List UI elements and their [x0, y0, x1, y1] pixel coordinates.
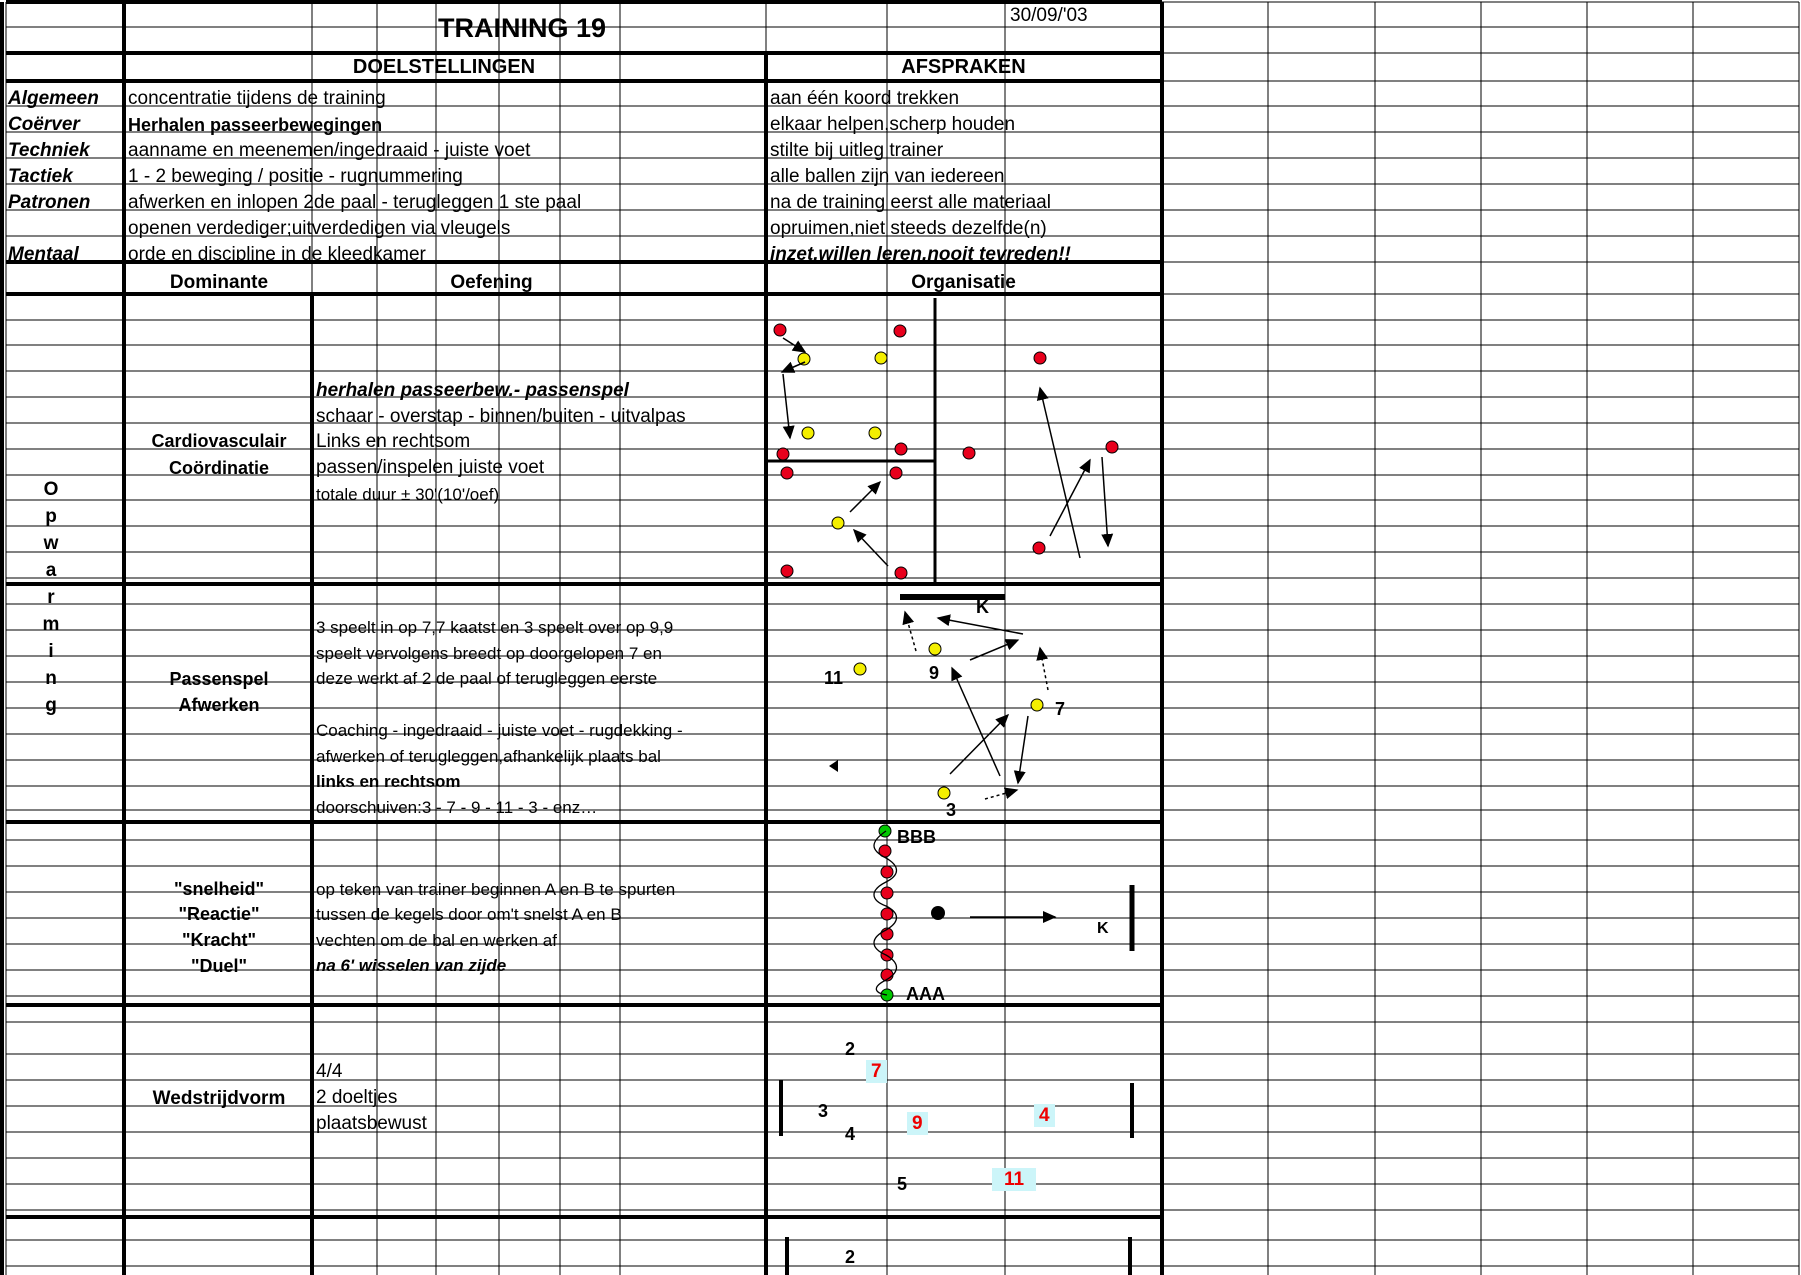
diagram-label: 3 [946, 800, 957, 820]
objective-label: Patronen [8, 192, 91, 213]
diagram-label: 11 [824, 668, 844, 688]
objective-afspraak: aan één koord trekken [770, 88, 960, 109]
diagram-label: 2 [845, 1039, 856, 1059]
dominante-text: Coördinatie [168, 458, 269, 478]
dominante-text: "Reactie" [178, 904, 260, 924]
exercise-line: 3 speelt in op 7,7 kaatst en 3 speelt over op 9,9 [316, 618, 674, 637]
red-player-icon [1106, 441, 1118, 453]
objective-doel: afwerken en inlopen 2de paal - terugleggen 1 ste paal [128, 192, 582, 213]
arrow [938, 618, 1023, 634]
yellow-player-icon [929, 643, 941, 655]
objective-doel: concentratie tijdens de training [128, 88, 386, 109]
red-player-icon [963, 447, 975, 459]
exercise-line: op teken van trainer beginnen A en B te spurten [316, 880, 676, 899]
diagram-label-red: 9 [907, 1112, 928, 1135]
arrow [950, 715, 1008, 774]
objective-doel: orde en discipline in de kleedkamer [128, 244, 426, 265]
exercise-line: 4/4 [316, 1061, 343, 1082]
diagram-label: 2 [845, 1247, 856, 1267]
yellow-player-icon [875, 352, 887, 364]
exercise-line: passen/inspelen juiste voet [316, 457, 545, 478]
diagram-label: BBB [897, 827, 936, 847]
vertical-letter: r [47, 587, 55, 608]
dominante-text: Passenspel [169, 669, 269, 689]
exercise-line: speelt vervolgens breedt op doorgelopen 7 en [316, 644, 662, 663]
exercise-line: vechten om de bal en werken af [316, 931, 557, 950]
objective-afspraak: na de training eerst alle materiaal [770, 192, 1051, 213]
objective-doel: Herhalen passeerbewegingen [128, 115, 383, 135]
dominante-text: "Duel" [190, 956, 248, 976]
red-player-icon [774, 324, 786, 336]
exercise-line: doorschuiven:3 - 7 - 9 - 11 - 3 - enz… [316, 798, 598, 817]
objective-doel: aanname en meenemen/ingedraaid - juiste voet [128, 140, 531, 161]
page-title: TRAINING 19 [438, 13, 607, 43]
red-player-icon [781, 565, 793, 577]
objective-label: Algemeen [8, 88, 99, 109]
yellow-player-icon [869, 427, 881, 439]
red-player-icon [777, 448, 789, 460]
diagram-label: 3 [818, 1101, 829, 1121]
arrow [1018, 716, 1028, 783]
yellow-player-icon [854, 663, 866, 675]
diagram-label: 5 [897, 1174, 908, 1194]
date-label: 30/09/'03 [1010, 5, 1088, 26]
oefening-header: Oefening [450, 272, 533, 293]
red-player-icon [895, 567, 907, 579]
vertical-letter: O [43, 479, 59, 500]
organisation-diagrams [774, 324, 1118, 1004]
diagram-label: 9 [929, 663, 940, 683]
ball-icon [931, 906, 945, 920]
organisatie-header: Organisatie [911, 272, 1016, 293]
vertical-letter: w [43, 533, 59, 554]
yellow-player-icon [1031, 699, 1043, 711]
exercise-line: 2 doeltjes [316, 1087, 398, 1108]
arrow [1040, 648, 1048, 690]
exercise-line: afwerken of terugleggen,afhankelijk plaats bal [316, 747, 661, 766]
dominante-text: "snelheid" [173, 879, 265, 899]
arrow [1102, 457, 1108, 546]
diagram-label: AAA [906, 984, 945, 1004]
arrow [850, 482, 880, 512]
exercise-line: herhalen passeerbew.- passenspel [316, 380, 629, 401]
red-player-icon [1034, 352, 1046, 364]
red-player-icon [894, 325, 906, 337]
arrow [970, 640, 1018, 660]
diagram-label-red: 11 [992, 1168, 1036, 1191]
objective-afspraak: stilte bij uitleg trainer [770, 140, 944, 161]
objective-afspraak: inzet,willen leren,nooit tevreden!! [770, 244, 1071, 265]
dominante-text: Afwerken [178, 695, 260, 715]
arrow [783, 374, 790, 438]
doelstellingen-header: DOELSTELLINGEN [352, 56, 536, 78]
vertical-letter: n [45, 668, 57, 689]
vertical-letter: m [42, 614, 60, 635]
yellow-player-icon [938, 787, 950, 799]
dominante-header: Dominante [169, 272, 269, 293]
objective-doel: openen verdediger;uitverdedigen via vleugels [128, 218, 511, 239]
dominante-text: "Kracht" [181, 930, 257, 950]
exercise-line: na 6' wisselen van zijde [316, 956, 507, 975]
vertical-letter: i [48, 641, 54, 662]
exercise-line: totale duur ± 30'(10'/oef) [316, 485, 500, 504]
diagram-label: K [976, 597, 989, 617]
exercise-line: deze werkt af 2 de paal of terugleggen eerste [316, 669, 658, 688]
red-cone-icon [881, 866, 893, 878]
objective-label: Techniek [8, 140, 90, 161]
objective-label: Mentaal [8, 244, 79, 265]
red-player-icon [1033, 542, 1045, 554]
diagram-label-red: 7 [866, 1060, 887, 1083]
dominante-text: Cardiovasculair [151, 431, 287, 451]
arrow [1040, 388, 1080, 558]
vertical-letter: g [45, 695, 57, 716]
afspraken-header: AFSPRAKEN [901, 56, 1026, 78]
diagram-label: K [1097, 920, 1109, 937]
objective-label: Tactiek [8, 166, 73, 187]
objective-doel: 1 - 2 beweging / positie - rugnummering [128, 166, 463, 187]
diagram-label-red: 4 [1034, 1104, 1055, 1127]
red-player-icon [895, 443, 907, 455]
red-cone-icon [881, 887, 893, 899]
yellow-player-icon [802, 427, 814, 439]
arrow [985, 790, 1017, 799]
exercise-line: links en rechtsom [316, 772, 461, 791]
exercise-line: Links en rechtsom [316, 431, 471, 452]
objective-label: Coërver [8, 114, 80, 135]
exercise-line: Coaching - ingedraaid - juiste voet - rugdekking - [316, 721, 683, 740]
marker-icon [829, 760, 838, 772]
vertical-letter: p [45, 506, 57, 527]
dominante-text: Wedstrijdvorm [152, 1088, 286, 1109]
diagram-label: 4 [845, 1124, 856, 1144]
objective-afspraak: opruimen,niet steeds dezelfde(n) [770, 218, 1047, 239]
red-player-icon [781, 467, 793, 479]
exercise-line: plaatsbewust [316, 1113, 427, 1134]
arrow [1050, 460, 1090, 536]
objective-afspraak: alle ballen zijn van iedereen [770, 166, 1005, 187]
objective-afspraak: elkaar helpen,scherp houden [770, 114, 1016, 135]
arrow [854, 530, 888, 566]
yellow-player-icon [832, 517, 844, 529]
arrow [905, 612, 916, 651]
vertical-letter: a [45, 560, 57, 581]
exercise-line: tussen de kegels door om't snelst A en B [316, 905, 622, 924]
exercise-line: schaar - overstap - binnen/buiten - uitvalpas [316, 406, 686, 427]
red-player-icon [890, 467, 902, 479]
diagram-label: 7 [1055, 699, 1066, 719]
